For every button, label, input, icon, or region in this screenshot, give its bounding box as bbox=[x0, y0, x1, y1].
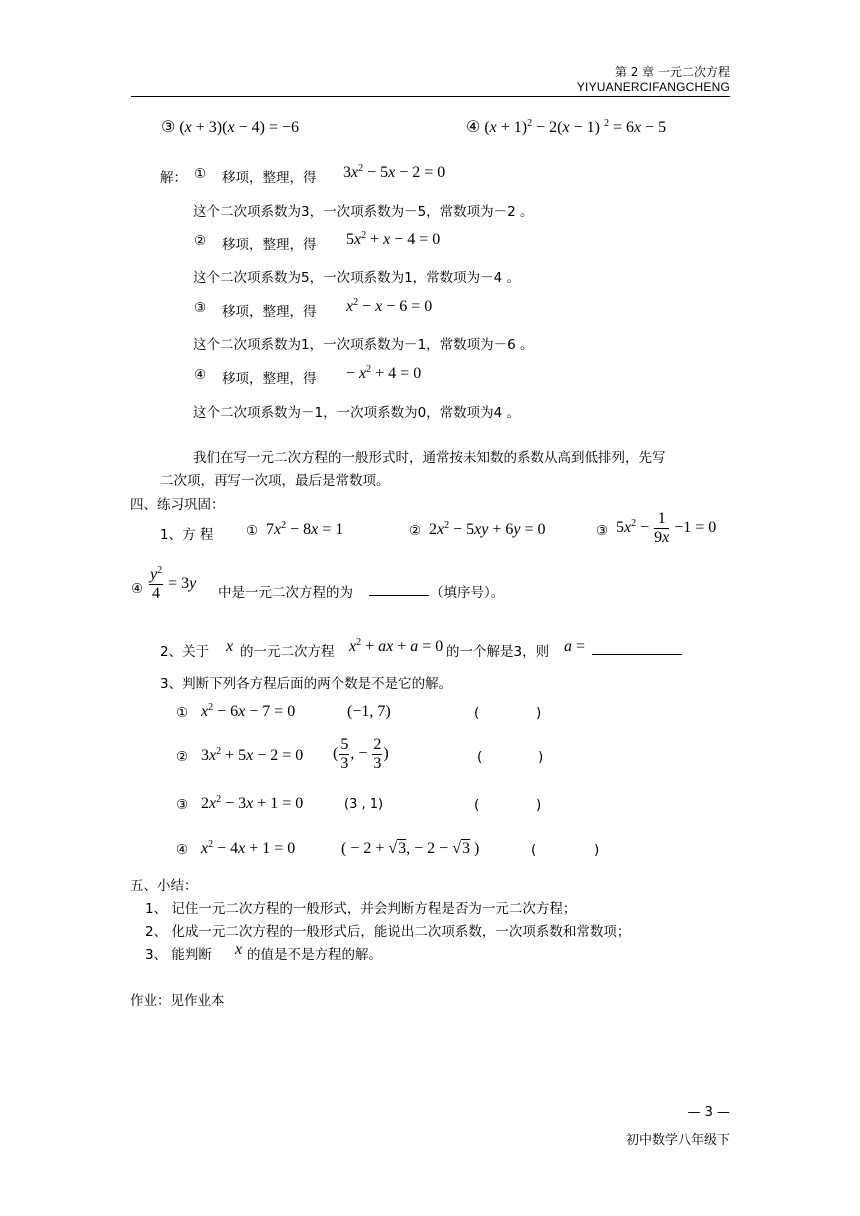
step-1-action: 移项，整理，得 bbox=[222, 170, 317, 186]
q3-pair-1: (−1, 7) bbox=[347, 703, 391, 720]
q2-var-x: x bbox=[226, 638, 234, 655]
step-1-desc: 这个二次项系数为3，一次项系数为－5，常数项为－2 。 bbox=[193, 204, 534, 220]
step-3-mark: ③ bbox=[194, 300, 207, 316]
step-2-mark: ② bbox=[194, 233, 207, 249]
q1-eq-3: $5x^2$ − $\frac{1}{9x}$ −1 = 0 bbox=[616, 510, 717, 546]
problem-3: ③ (x + 3)(x − 4) = −6 bbox=[161, 119, 299, 136]
q3-answer-2-close[interactable]: ) bbox=[538, 749, 544, 765]
q3-mark-1: ① bbox=[176, 705, 189, 721]
problem-4-mark: ④ bbox=[466, 119, 481, 136]
summary-item-2: 2、 化成一元二次方程的一般形式后，能说出二次项系数，一次项系数和常数项； bbox=[145, 924, 631, 940]
step-3-equation: $x^2 - x - 6 = 0$ bbox=[346, 297, 433, 315]
q3-mark-3: ③ bbox=[176, 797, 189, 813]
q2-part-c: 的一个解是3，则 bbox=[446, 644, 550, 660]
q1-mark-2: ② bbox=[409, 523, 422, 539]
step-4-mark: ④ bbox=[194, 367, 207, 383]
homework: 作业：见作业本 bbox=[130, 993, 225, 1009]
problem-3-mark: ③ bbox=[161, 119, 176, 136]
q1-mark-1: ① bbox=[246, 523, 259, 539]
q1-eq-2: $2x^2 - 5xy + 6y = 0$ bbox=[429, 520, 546, 538]
chapter-pinyin: YIYUANERCIFANGCHENG bbox=[576, 80, 730, 94]
practice-heading: 四、练习巩固： bbox=[130, 497, 225, 513]
q1-eq-4: $\frac{y^2}{4}$ = 3y bbox=[150, 565, 197, 602]
q3-eq-2: $3x^2 + 5x - 2 = 0$ bbox=[201, 746, 304, 764]
q1-answer-blank[interactable] bbox=[369, 595, 429, 596]
q3-answer-3-close[interactable]: ) bbox=[536, 797, 542, 813]
summary-item-3-tail: 的值是不是方程的解。 bbox=[247, 947, 382, 963]
q3-eq-1: $x^2 - 6x - 7 = 0$ bbox=[201, 702, 296, 720]
q2-part-a: 2、关于 bbox=[160, 644, 210, 660]
q1-suffix: 中是一元二次方程的为 bbox=[218, 585, 353, 601]
page-number: — 3 — bbox=[687, 1105, 730, 1120]
step-4-desc: 这个二次项系数为－1，一次项系数为0，常数项为4 。 bbox=[193, 405, 521, 421]
q1-fill-hint: （填序号）。 bbox=[430, 585, 505, 601]
q3-eq-4: $x^2 - 4x + 1 = 0$ bbox=[201, 839, 296, 857]
q2-part-b: 的一元二次方程 bbox=[240, 644, 335, 660]
q2-var-a: a = bbox=[564, 638, 586, 655]
note-line-1: 我们在写一元二次方程的一般形式时，通常按未知数的系数从高到低排列，先写 bbox=[193, 450, 666, 466]
step-2-desc: 这个二次项系数为5，一次项系数为1，常数项为－4 。 bbox=[193, 270, 521, 286]
q3-pair-4: ( − 2 + √3, − 2 − √3 ) bbox=[341, 840, 480, 857]
step-1-mark: ① bbox=[194, 166, 207, 182]
summary-item-3-var: x bbox=[235, 941, 243, 958]
q1-mark-4: ④ bbox=[131, 581, 144, 597]
step-4-equation: − $x^2 + 4 = 0$ bbox=[346, 364, 422, 382]
problem-4: ④ $(x + 1)^2 - 2(x - 1)$ $^2$ = 6x − 5 bbox=[466, 118, 667, 136]
step-3-desc: 这个二次项系数为1，一次项系数为－1，常数项为－6 。 bbox=[193, 337, 534, 353]
q1-prefix: 1、方 程 bbox=[160, 527, 214, 543]
q3-answer-2-open[interactable]: ( bbox=[477, 749, 483, 765]
solution-label: 解： bbox=[160, 170, 187, 186]
summary-item-3: 3、 能判断 bbox=[145, 947, 212, 963]
q3-answer-4-open[interactable]: ( bbox=[531, 842, 537, 858]
q3-answer-3-open[interactable]: ( bbox=[474, 797, 480, 813]
q3-answer-4-close[interactable]: ) bbox=[594, 842, 600, 858]
q3-answer-1-close[interactable]: ) bbox=[536, 705, 542, 721]
q3-answer-1-open[interactable]: ( bbox=[474, 705, 480, 721]
step-2-equation: $5x^2 + x - 4 = 0$ bbox=[346, 230, 441, 248]
book-title: 初中数学八年级下 bbox=[625, 1133, 730, 1148]
step-2-action: 移项，整理，得 bbox=[222, 237, 317, 253]
q3-mark-2: ② bbox=[176, 749, 189, 765]
q2-answer-blank[interactable] bbox=[592, 654, 682, 655]
step-4-action: 移项，整理，得 bbox=[222, 371, 317, 387]
summary-item-1: 1、 记住一元二次方程的一般形式，并会判断方程是否为一元二次方程； bbox=[145, 901, 577, 917]
q2-equation: $x^2$ + ax + a = 0 bbox=[349, 637, 444, 655]
q3-pair-3: (3 , 1) bbox=[344, 797, 384, 812]
note-line-2: 二次项，再写一次项，最后是常数项。 bbox=[160, 473, 390, 489]
step-3-action: 移项，整理，得 bbox=[222, 304, 317, 320]
step-1-equation: $3x^2 - 5x - 2 = 0$ bbox=[343, 163, 446, 181]
q3-pair-2: ( $\frac{5}{3}$ , − $\frac{2}{3}$ ) bbox=[333, 736, 389, 772]
q3-eq-3: $2x^2 - 3x + 1 = 0$ bbox=[201, 794, 304, 812]
q3-prompt: 3、判断下列各方程后面的两个数是不是它的解。 bbox=[160, 676, 453, 692]
chapter-title: 第 2 章 一元二次方程 bbox=[614, 65, 730, 79]
q3-mark-4: ④ bbox=[176, 842, 189, 858]
q1-mark-3: ③ bbox=[596, 523, 609, 539]
header-rule bbox=[131, 96, 730, 97]
q1-eq-1: $7x^2 - 8x = 1$ bbox=[266, 520, 344, 538]
summary-heading: 五、小结： bbox=[130, 878, 198, 894]
